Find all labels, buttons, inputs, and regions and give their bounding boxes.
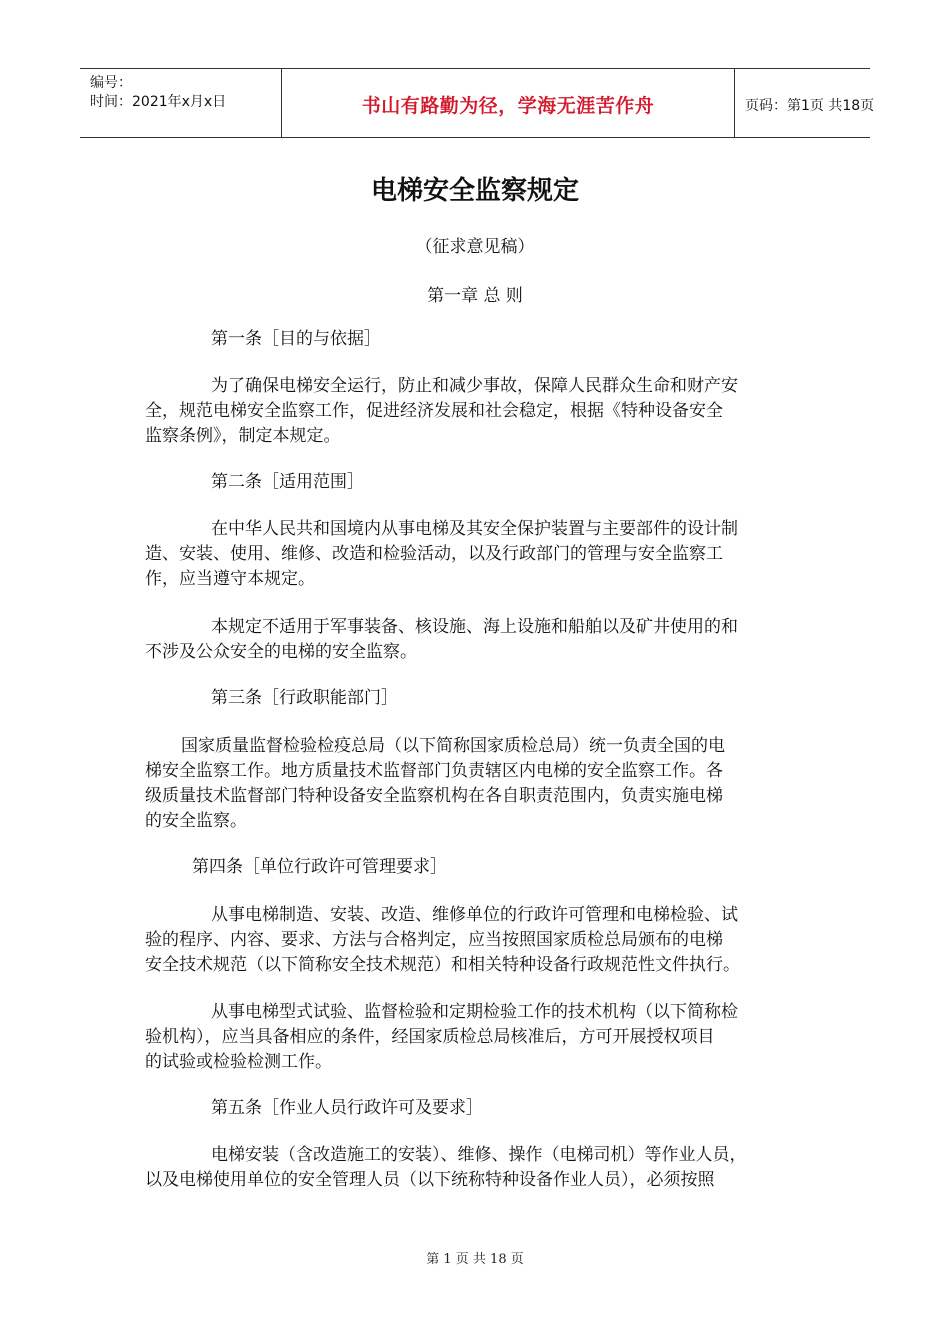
text-line: 以及电梯使用单位的安全管理人员（以下统称特种设备作业人员），必须按照 [145, 1170, 715, 1190]
text-line: 造、安装、使用、维修、改造和检验活动，以及行政部门的管理与安全监察工 [145, 544, 723, 564]
text-line: 作，应当遵守本规定。 [145, 569, 315, 589]
code-label: 编号： [90, 75, 132, 91]
text-line: 不涉及公众安全的电梯的安全监察。 [145, 642, 417, 662]
text-line: 全，规范电梯安全监察工作，促进经济发展和社会稳定，根据《特种设备安全 [145, 401, 723, 421]
article-2-exclusion [145, 615, 807, 665]
text-line: 验机构），应当具备相应的条件，经国家质检总局核准后，方可开展授权项目 [145, 1027, 715, 1047]
text-line: 的试验或检验检测工作。 [145, 1052, 332, 1072]
document-subtitle: （征求意见稿） [415, 237, 535, 257]
text-line: 第二条［适用范围］ [211, 472, 364, 492]
text-line: 第一条［目的与依据］ [211, 329, 381, 349]
header-table [80, 68, 875, 138]
text-line: 验的程序、内容、要求、方法与合格判定，应当按照国家质检总局颁布的电梯 [145, 930, 723, 950]
article-3-heading [145, 686, 807, 711]
text-line: 安全技术规范（以下简称安全技术规范）和相关特种设备行政规范性文件执行。 [145, 955, 740, 975]
text-line: 电梯安装（含改造施工的安装）、维修、操作（电梯司机）等作业人员， [211, 1145, 747, 1165]
article-3-body [145, 734, 807, 834]
text-line: 从事电梯型式试验、监督检验和定期检验工作的技术机构（以下简称检 [211, 1002, 738, 1022]
text-line: 在中华人民共和国境内从事电梯及其安全保护装置与主要部件的设计制 [211, 519, 738, 539]
document-title: 电梯安全监察规定 [370, 176, 579, 206]
header-info-cell [80, 69, 282, 137]
article-2-heading [145, 470, 807, 495]
header-page-cell [735, 69, 875, 137]
article-5-body [145, 1143, 807, 1193]
article-1-heading [145, 327, 807, 352]
article-4-inspection [145, 1000, 807, 1075]
text-line: 从事电梯制造、安装、改造、维修单位的行政许可管理和电梯检验、试 [211, 905, 738, 925]
article-2-body [145, 517, 807, 592]
time-label: 时间：2021年x月x日 [90, 94, 227, 110]
text-line: 监察条例》，制定本规定。 [145, 426, 341, 446]
article-5-heading [145, 1096, 807, 1121]
text-line: 本规定不适用于军事装备、核设施、海上设施和船舶以及矿井使用的和 [211, 617, 738, 637]
article-4-heading [145, 855, 807, 880]
text-line: 的安全监察。 [145, 811, 247, 831]
article-4-body [145, 903, 807, 978]
article-1-body [145, 374, 807, 449]
text-line: 级质量技术监督部门特种设备安全监察机构在各自职责范围内，负责实施电梯 [145, 786, 723, 806]
text-line: 第五条［作业人员行政许可及要求］ [211, 1098, 483, 1118]
text-line: 为了确保电梯安全运行，防止和减少事故，保障人民群众生命和财产安 [211, 376, 738, 396]
page-info: 页码：第1页 共18页 [745, 98, 875, 114]
text-line: 国家质量监督检验检疫总局（以下简称国家质检总局）统一负责全国的电 [181, 736, 725, 756]
text-line: 第三条［行政职能部门］ [211, 688, 398, 708]
motto: 书山有路勤为径，学海无涯苦作舟 [361, 95, 655, 117]
page-footer: 第 1 页 共 18 页 [426, 1252, 524, 1267]
text-line: 梯安全监察工作。地方质量技术监督部门负责辖区内电梯的安全监察工作。各 [145, 761, 723, 781]
header-motto-cell [282, 69, 735, 137]
text-line: 第四条［单位行政许可管理要求］ [192, 857, 447, 877]
chapter-heading: 第一章 总 则 [427, 286, 523, 306]
